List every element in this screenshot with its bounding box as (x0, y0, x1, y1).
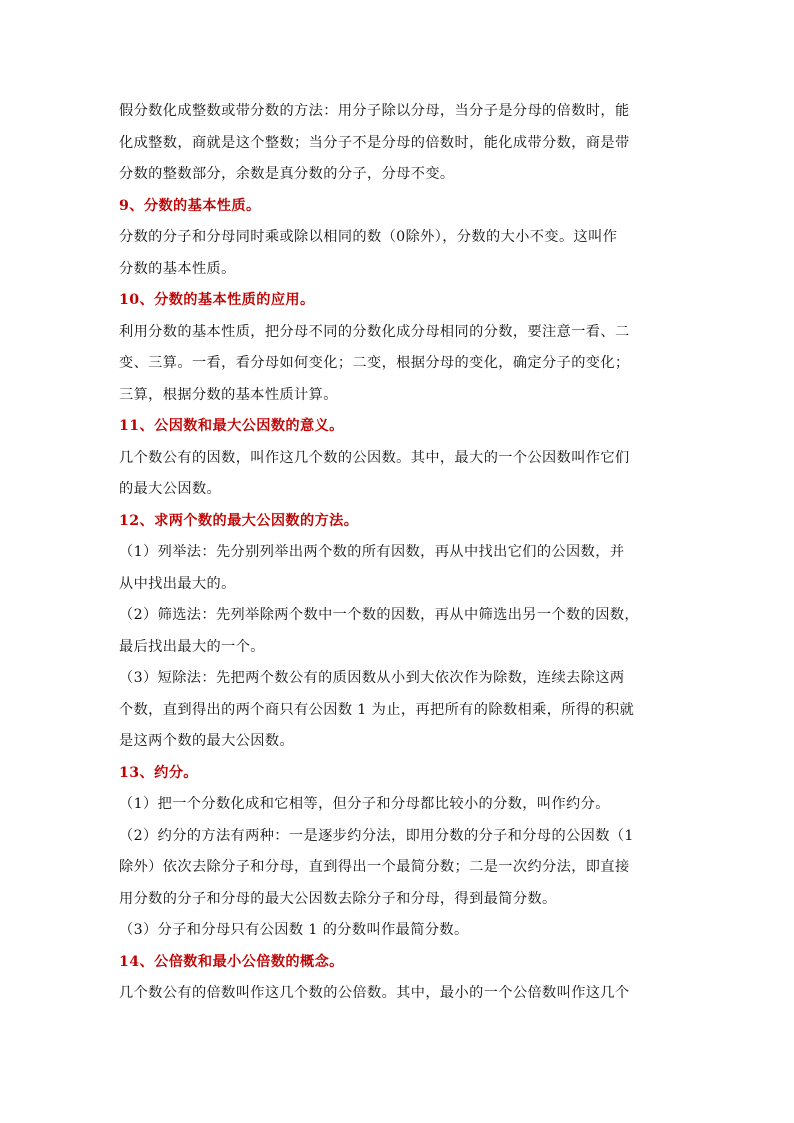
body-text-line: 分数的分子和分母同时乘或除以相同的数（0除外），分数的大小不变。这叫作 (119, 229, 618, 245)
section-heading: 14、公倍数和最小公倍数的概念。 (119, 953, 344, 970)
body-text-line: 是这两个数的最大公因数。 (119, 733, 295, 749)
section-heading: 12、求两个数的最大公因数的方法。 (119, 512, 359, 529)
body-text-line: 假分数化成整数或带分数的方法：用分子除以分母，当分子是分母的倍数时，能 (119, 103, 630, 119)
section-heading: 10、分数的基本性质的应用。 (119, 292, 315, 308)
body-text-line: 的最大公因数。 (119, 481, 222, 497)
body-text-line: 利用分数的基本性质，把分母不同的分数化成分母相同的分数，要注意一看、二 (119, 323, 630, 340)
body-text-line: 个数，直到得出的两个商只有公因数 1 为止，再把所有的除数相乘，所得的积就 (119, 701, 635, 718)
body-text-line: 用分数的分子和分母的最大公因数去除分子和分母，得到最简分数。 (119, 890, 557, 907)
body-text-line: 分数的整数部分，余数是真分数的分子，分母不变。 (119, 166, 455, 182)
body-text-line: 从中找出最大的。 (119, 575, 236, 592)
body-text-line: （3）短除法：先把两个数公有的质因数从小到大依次作为除数，连续去除这两 (119, 670, 625, 686)
body-text-line: 最后找出最大的一个。 (119, 638, 265, 655)
body-text-line: （3）分子和分母只有公因数 1 的分数叫作最简分数。 (119, 922, 469, 938)
section-heading: 11、公因数和最大公因数的意义。 (119, 418, 344, 434)
body-text-line: 几个数公有的倍数叫作这几个数的公倍数。其中，最小的一个公倍数叫作这几个 (119, 985, 630, 1001)
body-text-line: 几个数公有的因数，叫作这几个数的公因数。其中，最大的一个公因数叫作它们 (119, 449, 630, 466)
body-text-line: 变、三算。一看，看分母如何变化；二变，根据分母的变化，确定分子的变化； (119, 355, 630, 371)
body-text-line: 化成整数，商就是这个整数；当分子不是分母的倍数时，能化成带分数，商是带 (119, 134, 630, 151)
body-text-line: （2）约分的方法有两种：一是逐步约分法，即用分数的分子和分母的公因数（1 (119, 827, 634, 844)
document-body (119, 96, 677, 1010)
body-text-line: 除外）依次去除分子和分母，直到得出一个最简分数；二是一次约分法，即直接 (119, 859, 630, 875)
body-text-line: 三算，根据分数的基本性质计算。 (119, 386, 338, 403)
body-text-line: 分数的基本性质。 (119, 260, 236, 277)
body-text-line: （2）筛选法：先列举除两个数中一个数的因数，再从中筛选出另一个数的因数， (119, 607, 639, 623)
section-heading: 9、分数的基本性质。 (119, 197, 261, 214)
body-text-line: （1）列举法：先分别列举出两个数的所有因数，再从中找出它们的公因数，并 (119, 544, 625, 560)
section-heading: 13、约分。 (119, 764, 198, 781)
body-text-line: （1）把一个分数化成和它相等，但分子和分母都比较小的分数，叫作约分。 (119, 796, 610, 812)
